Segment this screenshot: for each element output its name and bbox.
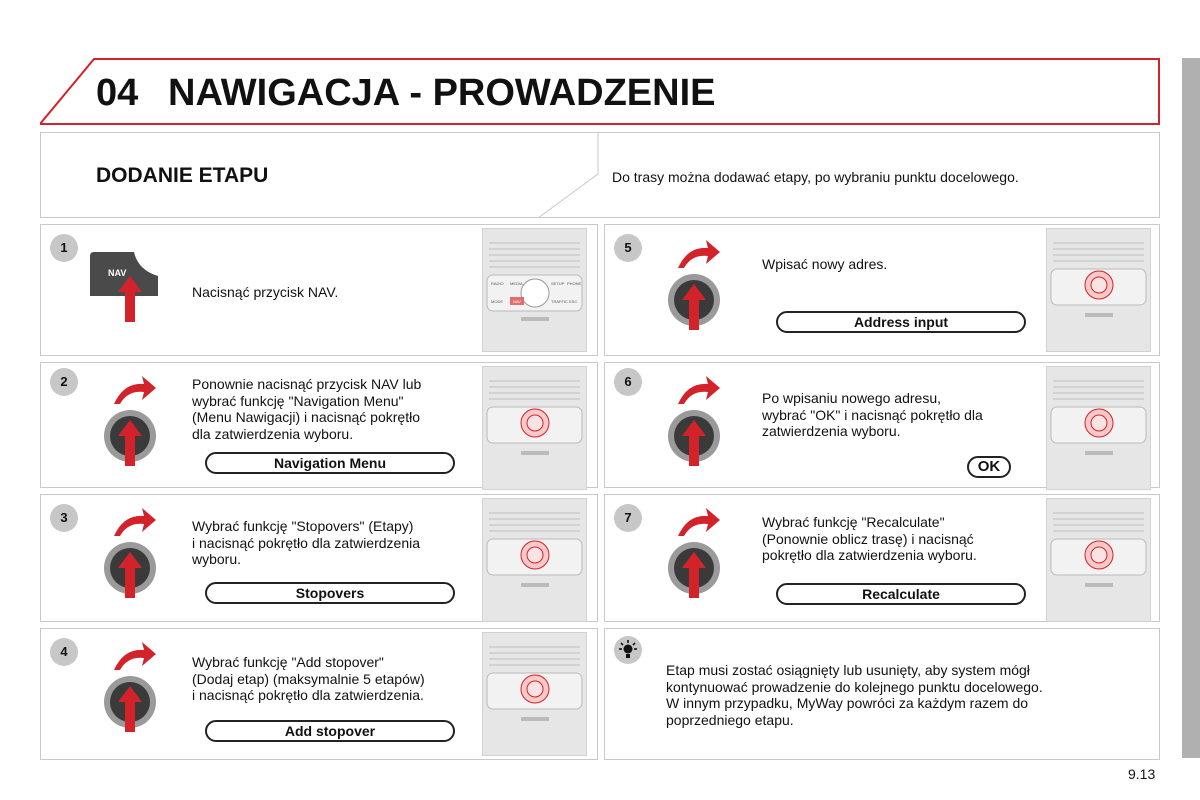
page-title: NAWIGACJA - PROWADZENIE (168, 72, 716, 114)
svg-text:ESC: ESC (569, 299, 578, 304)
step-number: 5 (614, 234, 642, 262)
step-number: 1 (50, 234, 78, 262)
console-thumbnail (1046, 498, 1151, 622)
lightbulb-icon (614, 636, 642, 664)
step-text: Wybrać funkcję "Recalculate" (Ponownie oblicz trasę) i nacisnąć pokrętło dla zatwierdzenia wyboru. (762, 514, 977, 563)
step-text: Wpisać nowy adres. (762, 256, 888, 272)
console-thumbnail (482, 632, 587, 756)
section-title: DODANIE ETAPU (96, 164, 269, 187)
nav-key-icon (88, 250, 168, 326)
rotate-knob-icon (100, 640, 160, 750)
step-text: Nacisnąć przycisk NAV. (192, 284, 339, 300)
chapter-number: 04 (96, 72, 139, 114)
step-text: Po wpisaniu nowego adresu, wybrać "OK" i nacisnąć pokrętło dla zatwierdzenia wyboru. (762, 390, 983, 439)
tip-text: Etap musi zostać osiągnięty lub usunięty, aby system mógł kontynuować prowadzenie do kolejnego punktu docelowego. W innym przypadku, MyWay powróci za każdym razem do poprzedniego etapu. (666, 662, 1043, 728)
console-thumbnail (482, 498, 587, 622)
console-thumbnail (482, 366, 587, 490)
svg-text:TRAFFIC: TRAFFIC (551, 299, 568, 304)
console-thumbnail (1046, 228, 1151, 352)
navigation-menu-button[interactable]: Navigation Menu (205, 452, 455, 474)
step-number: 2 (50, 368, 78, 396)
intro-divider (530, 132, 600, 218)
console-thumbnail (482, 228, 587, 352)
svg-text:MODE: MODE (491, 299, 503, 304)
intro-text: Do trasy można dodawać etapy, po wybraniu punktu docelowego. (612, 169, 1019, 185)
nav-key-label: NAV (108, 268, 127, 278)
add-stopover-button[interactable]: Add stopover (205, 720, 455, 742)
rotate-knob-icon (664, 238, 724, 348)
step-number: 7 (614, 504, 642, 532)
rotate-knob-icon (100, 374, 160, 484)
svg-text:SETUP: SETUP (551, 281, 565, 286)
svg-text:PHONE: PHONE (567, 281, 582, 286)
address-input-button[interactable]: Address input (776, 311, 1026, 333)
console-thumbnail (1046, 366, 1151, 490)
step-text: Wybrać funkcję "Stopovers" (Etapy) i nacisnąć pokrętło dla zatwierdzenia wyboru. (192, 518, 421, 567)
step-number: 3 (50, 504, 78, 532)
svg-text:NAV: NAV (513, 299, 521, 304)
side-tab (1182, 58, 1200, 758)
rotate-knob-icon (664, 374, 724, 484)
recalculate-button[interactable]: Recalculate (776, 583, 1026, 605)
step-number: 4 (50, 638, 78, 666)
step-number: 6 (614, 368, 642, 396)
step-text: Ponownie nacisnąć przycisk NAV lub wybrać funkcję "Navigation Menu" (Menu Nawigacji) i nacisnąć pokrętło dla zatwierdzenia wyboru. (192, 376, 422, 442)
rotate-knob-icon (100, 506, 160, 616)
stopovers-button[interactable]: Stopovers (205, 582, 455, 604)
svg-text:RADIO: RADIO (491, 281, 504, 286)
svg-text:MEDIA: MEDIA (510, 281, 523, 286)
page-number: 9.13 (1128, 766, 1156, 782)
rotate-knob-icon (664, 506, 724, 616)
ok-button[interactable]: OK (967, 456, 1011, 478)
step-text: Wybrać funkcję "Add stopover" (Dodaj etap) (maksymalnie 5 etapów) i nacisnąć pokrętło dla zatwierdzenia. (192, 654, 425, 703)
